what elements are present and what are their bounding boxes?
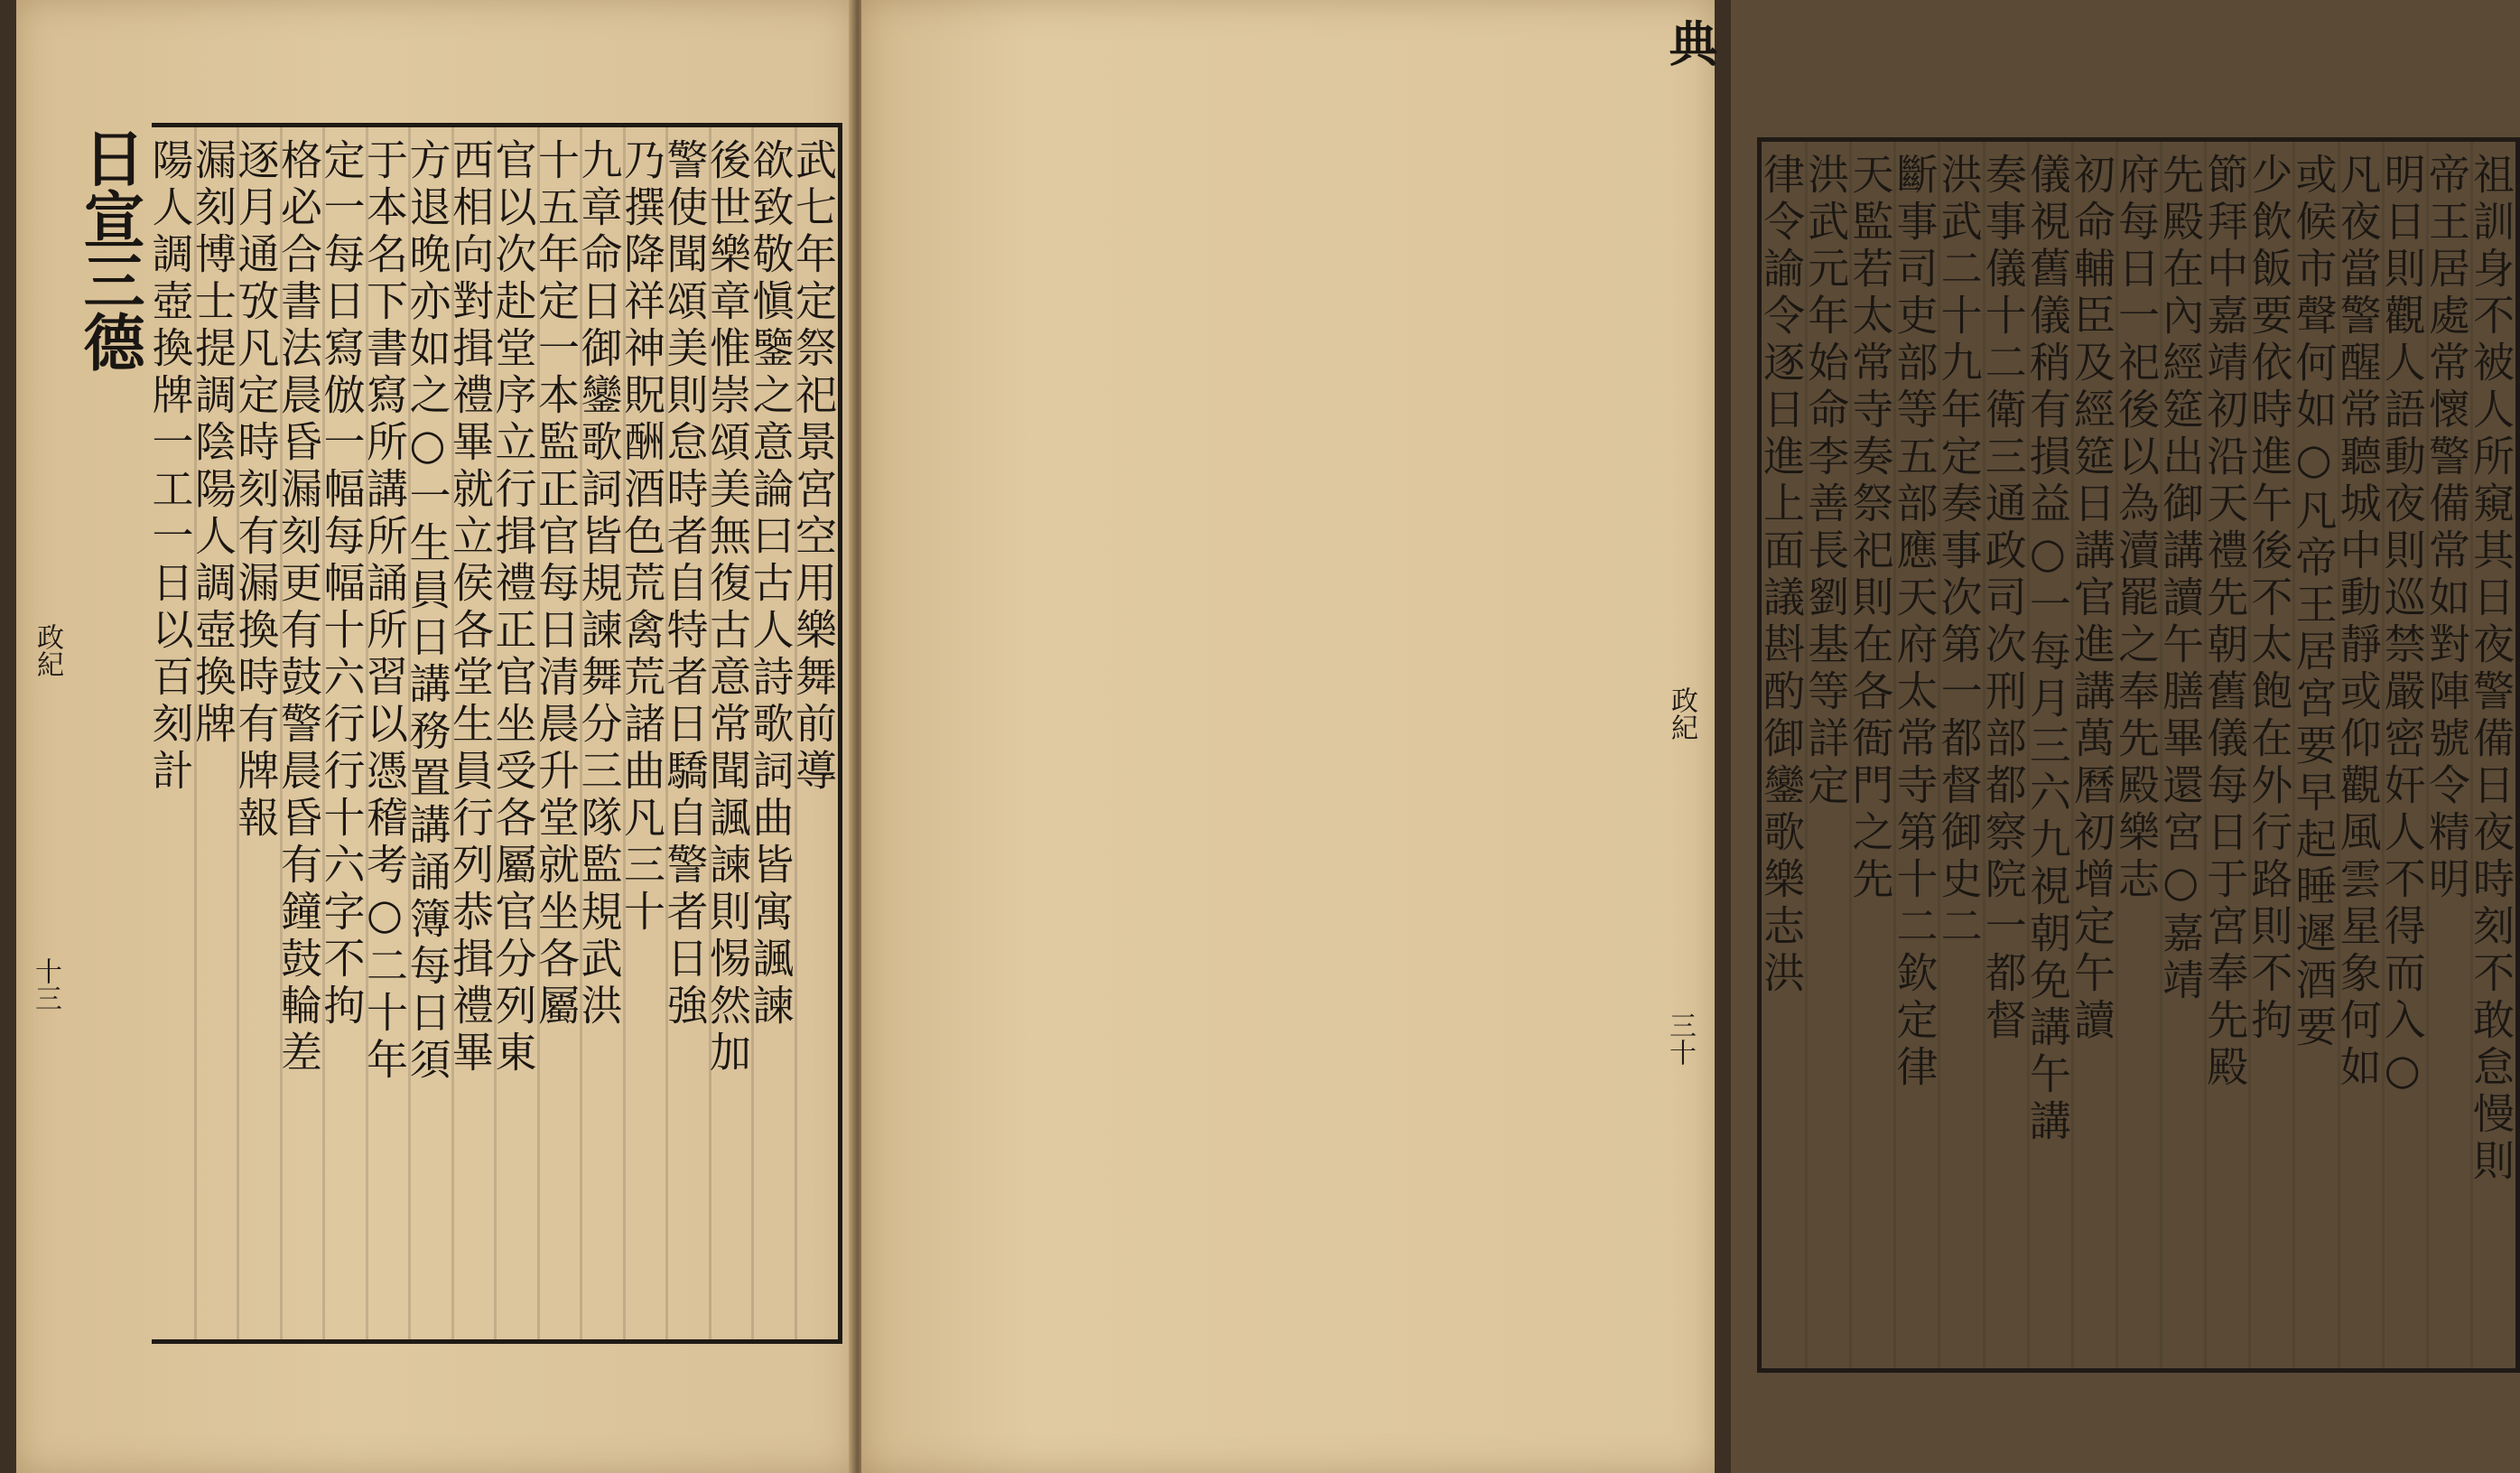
column-rule	[237, 127, 239, 1339]
column-rule	[665, 127, 668, 1339]
left-text-column: 逐月通攷凡定時刻有漏換時有牌報	[231, 138, 281, 843]
left-text-column: 警使聞頌美則怠時者自特者日驕自警者日強	[660, 138, 710, 1030]
right-text-column: 初命輔臣及經筵日講官進講萬曆初增定午讀	[2067, 153, 2116, 1045]
right-text-column: 天監若太常寺奏祭祀則在各衙門之先	[1846, 153, 1895, 904]
right-page-frame	[1757, 137, 2520, 1373]
left-text-column: 陽人調壺換牌一工一日以百刻計	[145, 138, 195, 796]
column-rule	[2204, 142, 2207, 1368]
column-rule	[580, 127, 582, 1339]
right-text-column: 府每日一祀後以為瀆罷之奉先殿樂志	[2112, 153, 2162, 904]
column-rule	[194, 127, 197, 1339]
left-text-column: 乃撰降祥神貺酬酒色荒禽荒諸曲凡三十	[618, 138, 666, 937]
left-text-column: 十五年定一本監正官每日清晨升堂就坐各屬	[532, 138, 581, 1030]
column-rule	[1893, 142, 1896, 1368]
right-text-column: 奏事儀十二衛三通政司次刑部都察院一都督	[1978, 153, 2028, 1045]
column-rule	[408, 127, 411, 1339]
left-text-column: 九章命日御鑾歌詞皆規諫舞分三隊監規武洪	[574, 138, 624, 1030]
right-margin-title: 典	[1661, 18, 1719, 67]
column-rule	[2160, 142, 2162, 1368]
column-rule	[795, 127, 797, 1339]
left-margin-section: 政紀	[32, 623, 63, 677]
column-rule	[2027, 142, 2030, 1368]
right-text-column: 律令諭令逐日進上面議斟酌御鑾歌樂志洪	[1757, 153, 1807, 998]
right-text-column: 或候市聲何如○凡帝王居宮要早起睡遲酒要	[2289, 153, 2339, 1052]
column-rule	[2382, 142, 2385, 1368]
column-rule	[709, 127, 711, 1339]
right-page	[861, 0, 2515, 1473]
left-text-column: 漏刻博士提調陰陽人調壺換牌	[189, 138, 237, 749]
right-text-column: 明日則觀人語動夜則巡禁嚴密奸人不得而入○	[2377, 153, 2427, 1099]
left-page	[16, 0, 854, 1473]
right-text-column: 帝王居處常懷警備常如對陣號令精明	[2422, 153, 2471, 904]
left-text-column: 官以次赴堂序立行揖禮正官坐受各屬官分列東	[488, 138, 538, 1077]
left-text-column: 欲致敬愼鑒之意論曰古人詩歌詞曲皆寓諷諫	[746, 138, 795, 1030]
right-text-column: 少飲飯要依時進午後不太飽在外行路則不拘	[2245, 153, 2294, 1045]
column-rule	[537, 127, 540, 1339]
column-rule	[2115, 142, 2118, 1368]
right-text-column: 先殿在內經筵出御講讀午膳畢還宮○嘉靖	[2156, 153, 2206, 1005]
column-rule	[2292, 142, 2295, 1368]
column-rule	[366, 127, 368, 1339]
left-text-column: 武七年定祭祀景宮空用樂舞前導	[789, 138, 838, 796]
column-rule	[494, 127, 497, 1339]
right-margin-section: 政紀	[1666, 686, 1697, 741]
right-text-column: 祖訓身不被人所窺其日夜警備日夜時刻不敢怠慢則	[2466, 153, 2515, 1186]
right-text-column: 節拜中嘉靖初沿天禮先朝舊儀每日于宮奉先殿	[2200, 153, 2250, 1092]
right-text-column: 洪武元年始命李善長劉基等詳定	[1801, 153, 1851, 810]
column-rule	[2248, 142, 2251, 1368]
left-text-column: 定一每日寫倣一幅每幅十六行行十六字不拘	[317, 138, 367, 1030]
right-text-column: 凡夜當警醒常聽城中動靜或仰觀風雲星象何如	[2333, 153, 2383, 1092]
column-rule	[280, 127, 283, 1339]
left-margin-title: 日宣三德	[73, 126, 145, 372]
column-rule	[2071, 142, 2074, 1368]
column-rule	[451, 127, 454, 1339]
left-text-column: 方退晚亦如之○一生員日講務置講誦簿每日須	[403, 138, 452, 1085]
left-text-column: 于本名下書寫所講所誦所習以憑稽考○二十年	[360, 138, 409, 1085]
right-text-column: 洪武二十九年定奏事次第一都督御史二	[1934, 153, 1984, 951]
right-margin-page: 三十	[1664, 1012, 1696, 1066]
right-text-column: 斷事司吏部等五部應天府太常寺第十二欽定律	[1890, 153, 1939, 1092]
left-text-column: 西相向對揖禮畢就立侯各堂生員行列恭揖禮畢	[446, 138, 495, 1077]
column-rule	[751, 127, 754, 1339]
left-text-column: 格必合書法晨昏漏刻更有鼓警晨昏有鐘鼓輪差	[274, 138, 323, 1077]
column-rule	[623, 127, 626, 1339]
column-rule	[1849, 142, 1852, 1368]
left-page-frame	[145, 123, 842, 1344]
column-rule	[2338, 142, 2340, 1368]
column-rule	[1938, 142, 1940, 1368]
left-text-column: 後世樂章惟崇頌美無復古意常聞諷諫則惕然加	[703, 138, 752, 1077]
left-margin-page: 十三	[30, 957, 61, 1012]
column-rule	[322, 127, 325, 1339]
column-rule	[1983, 142, 1985, 1368]
column-rule	[2470, 142, 2473, 1368]
column-rule	[1805, 142, 1808, 1368]
column-rule	[2426, 142, 2429, 1368]
right-text-column: 儀視舊儀稍有損益○一每月三六九視朝免講午講	[2023, 153, 2072, 1146]
